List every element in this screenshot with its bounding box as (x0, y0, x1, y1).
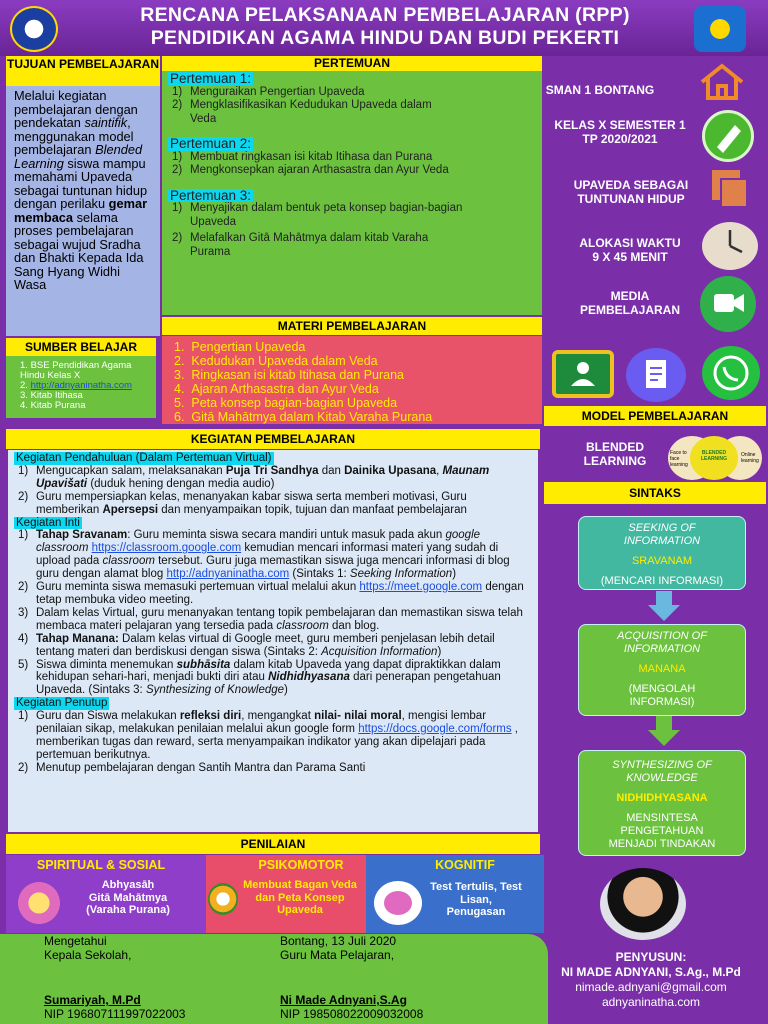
pertemuan-1-label: Pertemuan 1: (170, 71, 252, 86)
guru-sign (280, 993, 423, 1021)
list-item: 2) Mengkonsepkan ajaran Arthasastra dan Ayur Veda (172, 164, 449, 176)
guru-name: Ni Made Adnyani,S.Ag (280, 993, 407, 1007)
inti-label: Kegiatan Inti (16, 516, 80, 529)
kelas-text: KELAS X SEMESTER 1 (554, 118, 686, 132)
materi-heading: MATERI PEMBELAJARAN (162, 317, 542, 335)
penilaian-heading: PENILAIAN (6, 834, 540, 854)
classroom-icon (552, 350, 614, 398)
arrow-down-icon (646, 716, 680, 746)
pertemuan-2-label: Pertemuan 2: (170, 136, 252, 151)
penyusun-email[interactable]: nimade.adnyani@gmail.com (575, 980, 727, 994)
tanggal-text: Bontang, 13 Juli 2020 (280, 934, 397, 948)
pendahuluan-label: Kegiatan Pendahuluan (Dalam Pertemuan Virtual) (16, 452, 272, 464)
list-item: 2. Kedudukan Upaveda dalam Veda (174, 354, 378, 368)
list-item: 1. BSE Pendidikan Agama Hindu Kelas X (20, 360, 132, 381)
sintaks-step-2 (578, 624, 746, 716)
tujuan-heading: TUJUAN PEMBELAJARAN (6, 56, 160, 86)
kepsek-block (44, 934, 131, 962)
venn-right-label: Online learning (741, 452, 759, 464)
step-key: MANANA (638, 663, 686, 675)
step-desc: (MENCARI INFORMASI) (600, 575, 724, 587)
psikomotor-heading: PSIKOMOTOR (258, 858, 344, 872)
list-item: 2) Guru mempersiapkan kelas, menanyakan kabar siswa serta memberi motivasi, Guru memberikan Apersepsi dan menyampaikan topik, tujuan dan manfaat pembelajaran (18, 490, 467, 516)
guru-block (280, 934, 396, 962)
sintaks-heading: SINTAKS (544, 482, 766, 504)
penyusun-website[interactable]: adnyaninatha.com (601, 995, 701, 1009)
list-item: 3. Ringkasan isi kitab Itihasa dan Purana (174, 368, 405, 382)
tujuan-text: , menggunakan model pembelajaran (14, 115, 134, 157)
pertemuan-3-list (168, 202, 536, 259)
pertemuan-2-list (168, 151, 536, 178)
penyusun-label: PENYUSUN: (615, 950, 687, 964)
spiritual-heading: SPIRITUAL & SOSIAL (36, 858, 166, 872)
title-line-2: PENDIDIKAN AGAMA HINDU DAN BUDI PEKERTI (150, 27, 620, 49)
pencil-icon (702, 110, 754, 162)
list-item: 5. Peta konsep bagian-bagian Upaveda (174, 396, 398, 410)
spiritual-text: (Varaha Purana) (86, 904, 170, 916)
flower-offering-icon (208, 883, 238, 915)
title-line-1: RENCANA PELAKSANAAN PEMBELAJARAN (RPP) (140, 4, 630, 26)
guru-nip: NIP 198508022009032008 (280, 1007, 424, 1021)
list-item: 2) Melafalkan Gitā Mahātmya dalam kitab Varaha Purama (172, 232, 429, 258)
sintaks-step-1 (578, 516, 746, 590)
pertemuan-3-label: Pertemuan 3: (170, 187, 252, 203)
kegiatan-box (8, 450, 538, 832)
step-desc: MENSINTESA PENGETAHUAN MENJADI TINDAKAN (608, 812, 716, 850)
list-item: 1) Tahap Sravanam: Guru meminta siswa secara mandiri untuk masuk pada akun google classroom https://classroom.google.com kemudian mencari informasi materi yang sudah di upload pada classroom tersebut. Guru juga memastikan siswa juga mencari informasi di blog guru dengan alamat blog http://adnyaninatha.com (Sintaks 1: Seeking Information) (18, 529, 510, 581)
list-item: 4. Ajaran Arthasastra dan Ayur Veda (174, 382, 379, 396)
list-item: 1) Menguraikan Pengertian Upaveda (172, 85, 365, 98)
pages-icon (712, 170, 748, 208)
model-label: BLENDED LEARNING (583, 440, 647, 468)
sumber-heading: SUMBER BELAJAR (6, 338, 156, 356)
venn-left-label: Face to face learning (670, 450, 688, 468)
tujuan-text: selama proses pembelajaran sebagai wujud Sradha dan Bhakti Kepada Ida Sang Hyang Widhi Wasa (14, 209, 144, 292)
list-item: 4) Tahap Manana: Dalam kelas virtual di Google meet, guru memberi penjelasan lebih detail tentang materi dan berdiskusi dengan siswa (Sintaks 2: Acquisition Information) (18, 632, 495, 658)
pertemuan-1-list (168, 86, 536, 127)
pertemuan-heading: PERTEMUAN (162, 56, 542, 71)
inti-list (14, 529, 532, 697)
kepsek-nip: NIP 196807111997022003 (44, 1007, 186, 1021)
step-title: SYNTHESIZING OF KNOWLEDGE (612, 759, 712, 784)
step-key: NIDHIDHYASANA (616, 792, 708, 804)
docs-icon (626, 348, 686, 402)
whatsapp-icon (702, 346, 760, 400)
kognitif-heading: KOGNITIF (435, 858, 495, 872)
tujuan-text: saintifik (84, 115, 128, 130)
materi-box (162, 336, 542, 424)
kepsek-sign (44, 993, 185, 1021)
list-item: 5) Siswa diminta menemukan subhāsita dalam kitab Upaveda yang dapat dipraktikkan dalam kehidupan sehari-hari, menjadi bukti diri atau Nidhidhyasana dari penerapan pengetahuan Upaveda. (Sintaks 3: Synthesizing of Knowledge) (18, 658, 501, 697)
mengetahui-text: Mengetahui (44, 934, 107, 948)
meet-video-icon (700, 276, 756, 332)
clock-icon (702, 222, 758, 270)
topik-text: UPAVEDA SEBAGAI TUNTUNAN HIDUP (573, 178, 689, 206)
list-item: 1) Mengucapkan salam, melaksanakan Puja Tri Sandhya dan Dainika Upasana, Maunam Upavišati (duduk hening dengan media audio) (18, 464, 490, 490)
brain-icon (374, 881, 422, 925)
school-name: SMAN 1 BONTANG (545, 83, 655, 97)
tujuan-text: gemar membaca (14, 196, 148, 225)
tujuan-box (6, 86, 160, 336)
list-item[interactable]: 2. http://adnyaninatha.com (20, 380, 132, 391)
spiritual-text: Gitā Mahātmya (88, 891, 168, 904)
psikomotor-text: Membuat Bagan Veda dan Peta Konsep Upaveda (243, 879, 357, 916)
page-title (70, 4, 700, 50)
step-title: SEEKING OF INFORMATION (623, 522, 701, 547)
list-item: 3. Kitab Itihasa (20, 390, 83, 401)
sintaks-step-3 (578, 750, 746, 856)
tahun-pelajaran: TP 2020/2021 (582, 132, 658, 146)
kepsek-label: Kepala Sekolah, (44, 948, 132, 962)
venn-center: BLENDED LEARNING (690, 436, 738, 480)
school-logo (10, 6, 58, 52)
kegiatan-heading: KEGIATAN PEMBELAJARAN (6, 429, 540, 449)
tujuan-text: Blended Learning (14, 142, 143, 171)
list-item: 2) Guru meminta siswa memasuki pertemuan virtual melalui akun https://meet.google.com dengan tetap membuka video meeting. (18, 581, 524, 606)
penyusun-block (548, 950, 754, 1010)
pertemuan-box (162, 71, 542, 315)
home-icon (698, 62, 746, 102)
tujuan-text: siswa mampu memahami Upaveda sebagai tuntunan hidup dengan perilaku (14, 155, 148, 211)
alokasi-label: ALOKASI WAKTU (579, 236, 681, 250)
spiritual-text: Abhyasāḥ (101, 879, 155, 891)
guru-label: Guru Mata Pelajaran, (280, 948, 395, 962)
meditation-icon (14, 879, 64, 927)
penilaian-spiritual (6, 855, 206, 933)
penilaian-psikomotor (206, 855, 366, 933)
tut-wuri-logo (694, 6, 746, 52)
alokasi-info (560, 236, 700, 264)
list-item: 3) Dalam kelas Virtual, guru menanyakan tentang topik pembelajaran dan memastikan siswa telah membaca materi pelajaran yang tersedia pada classroom dan blog. (18, 606, 523, 632)
list-item: 1) Membuat ringkasan isi kitab Itihasa dan Purana (172, 150, 433, 163)
model-heading: MODEL PEMBELAJARAN (544, 406, 766, 426)
kelas-info (540, 118, 700, 146)
step-desc: (MENGOLAH INFORMASI) (628, 683, 696, 708)
list-item: 1. Pengertian Upaveda (174, 340, 306, 354)
alokasi-value: 9 X 45 MENIT (592, 250, 668, 264)
penyusun-name: NI MADE ADNYANI, S.Ag., M.Pd (561, 965, 741, 979)
tujuan-text: Melalui kegiatan pembelajaran dengan pendekatan (14, 88, 138, 130)
sumber-box (6, 356, 156, 418)
media-label: MEDIA PEMBELAJARAN (579, 289, 680, 317)
kepsek-name: Sumariyah, M.Pd (44, 993, 141, 1007)
penilaian-kognitif (366, 855, 544, 933)
list-item: 2) Menutup pembelajaran dengan Santih Mantra dan Parama Santi (18, 761, 366, 774)
step-title: ACQUISITION OF INFORMATION (617, 630, 707, 655)
kognitif-text: Test Tertulis, Test Lisan, Penugasan (430, 881, 522, 918)
author-photo (600, 868, 686, 940)
list-item: 4. Kitab Purana (20, 400, 86, 411)
pendahuluan-list (14, 465, 532, 517)
penutup-list (14, 710, 532, 775)
arrow-down-icon (646, 591, 680, 621)
step-key: SRAVANAM (631, 555, 693, 567)
list-item: 1) Guru dan Siswa melakukan refleksi diri, mengangkat nilai- nilai moral, mengisi lembar penilaian sikap, melakukan penilaian melalui akun google form https://docs.google.com/forms , memberikan tugas dan reward, serta menyampaikan indikator yang akan dipelajari pada pertemuan berikutnya. (18, 710, 518, 761)
penutup-label: Kegiatan Penutup (16, 697, 108, 710)
list-item: 2) Mengklasifikasikan Kedudukan Upaveda dalam Veda (172, 99, 432, 125)
list-item: 1) Menyajikan dalam bentuk peta konsep bagian-bagian Upaveda (172, 202, 463, 228)
list-item: 6. Gitā Mahātmya dalam Kitab Varaha Purana (174, 410, 433, 424)
